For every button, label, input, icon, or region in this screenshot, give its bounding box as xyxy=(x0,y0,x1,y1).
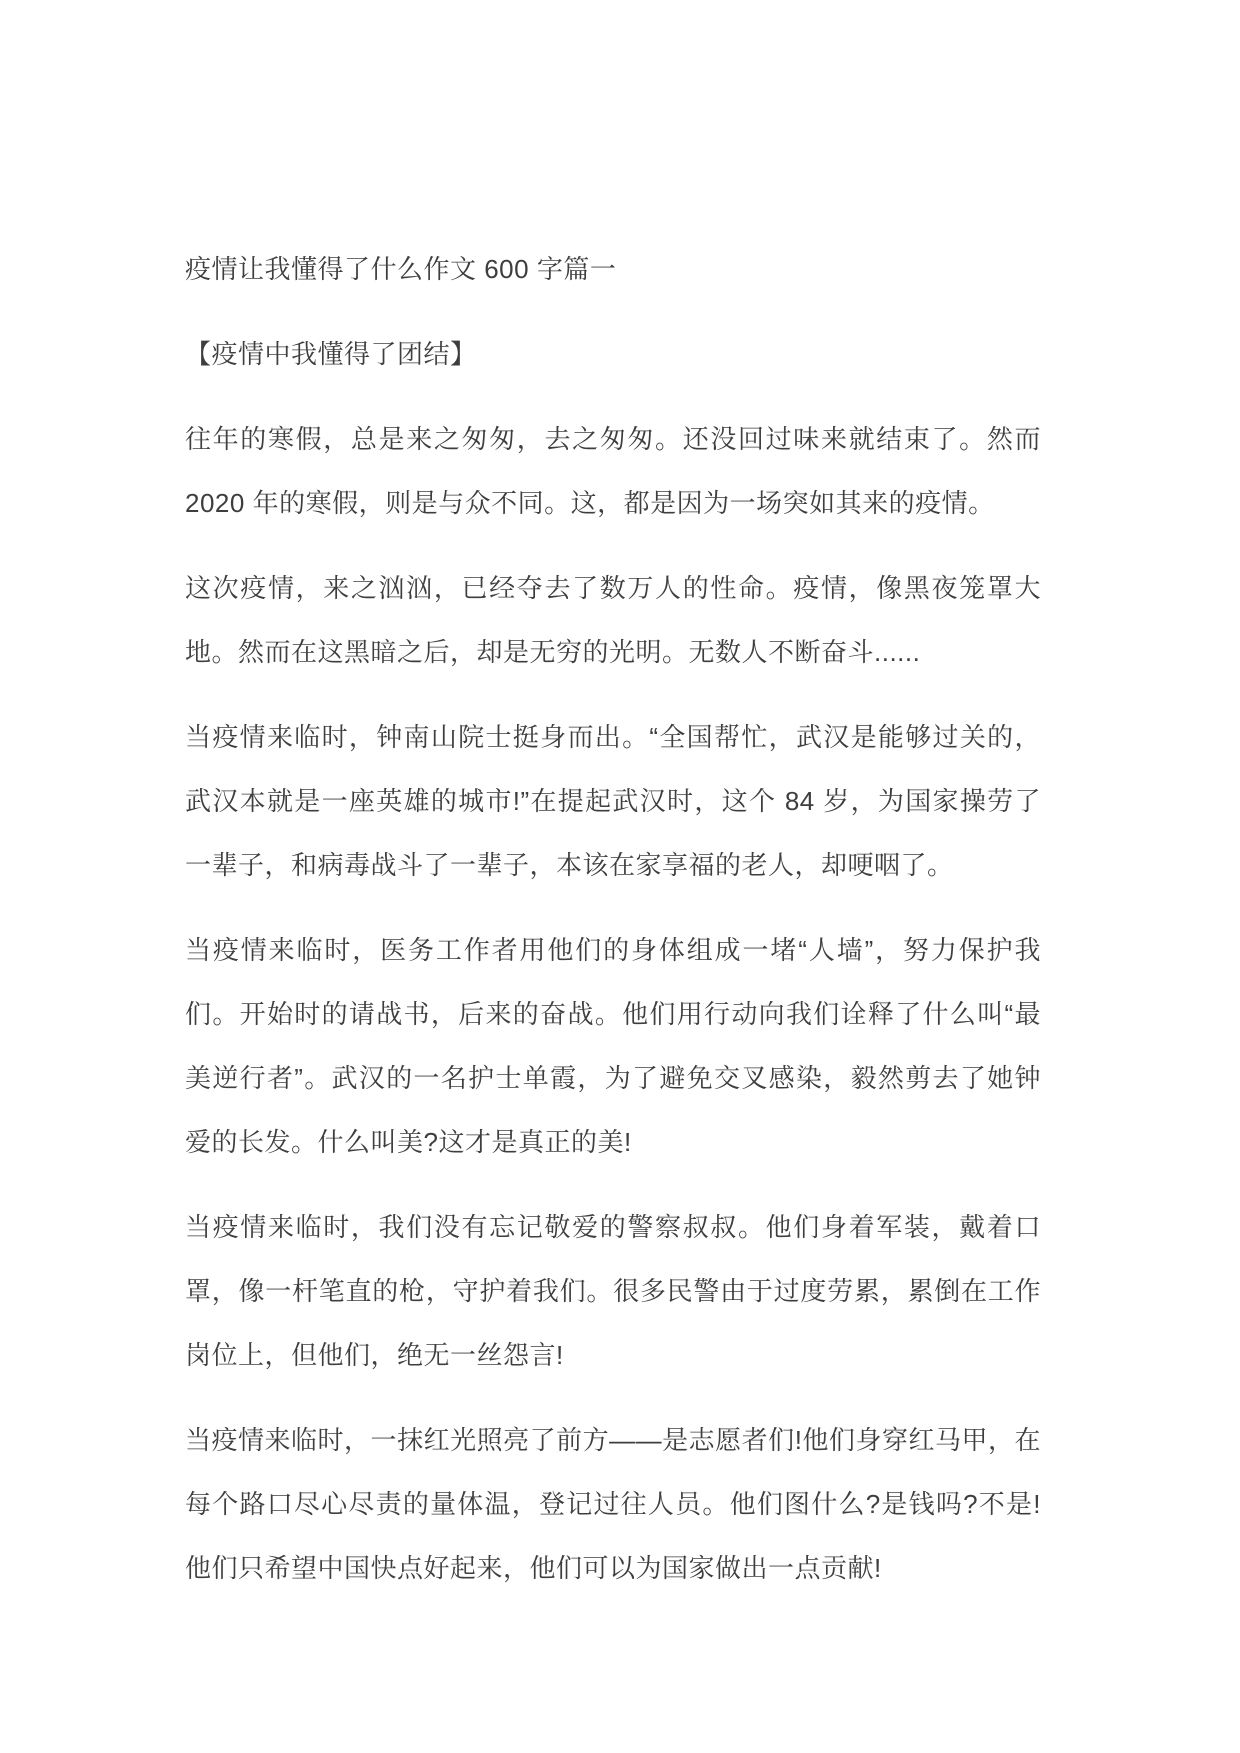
paragraph: 往年的寒假，总是来之匆匆，去之匆匆。还没回过味来就结束了。然而 2020 年的寒假，则是与众不同。这，都是因为一场突如其来的疫情。 xyxy=(185,424,1041,518)
paragraph: 当疫情来临时，钟南山院士挺身而出。“全国帮忙，武汉是能够过关的，武汉本就是一座英雄的城市!”在提起武汉时，这个 84 岁，为国家操劳了一辈子，和病毒战斗了一辈子，本该在家享福的老人，却哽咽了。 xyxy=(185,722,1041,880)
paragraph: 当疫情来临时，我们没有忘记敬爱的警察叔叔。他们身着军装，戴着口罩，像一杆笔直的枪，守护着我们。很多民警由于过度劳累，累倒在工作岗位上，但他们，绝无一丝怨言! xyxy=(185,1212,1041,1370)
paragraph: 当疫情来临时，一抹红光照亮了前方——是志愿者们!他们身穿红马甲，在每个路口尽心尽责的量体温，登记过往人员。他们图什么?是钱吗?不是!他们只希望中国快点好起来，他们可以为国家做出一点贡献! xyxy=(185,1425,1041,1583)
paragraph: 这次疫情，来之汹汹，已经夺去了数万人的性命。疫情，像黑夜笼罩大地。然而在这黑暗之后，却是无穷的光明。无数人不断奋斗...... xyxy=(185,573,1041,667)
paragraph: 当疫情来临时，医务工作者用他们的身体组成一堵“人墙”，努力保护我们。开始时的请战书，后来的奋战。他们用行动向我们诠释了什么叫“最美逆行者”。武汉的一名护士单霞，为了避免交叉感染，毅然剪去了她钟爱的长发。什么叫美?这才是真正的美! xyxy=(185,935,1041,1157)
section-heading: 【疫情中我懂得了团结】 xyxy=(185,339,477,369)
document-body xyxy=(185,237,1041,1621)
essay-title: 疫情让我懂得了什么作文 600 字篇一 xyxy=(185,254,617,284)
